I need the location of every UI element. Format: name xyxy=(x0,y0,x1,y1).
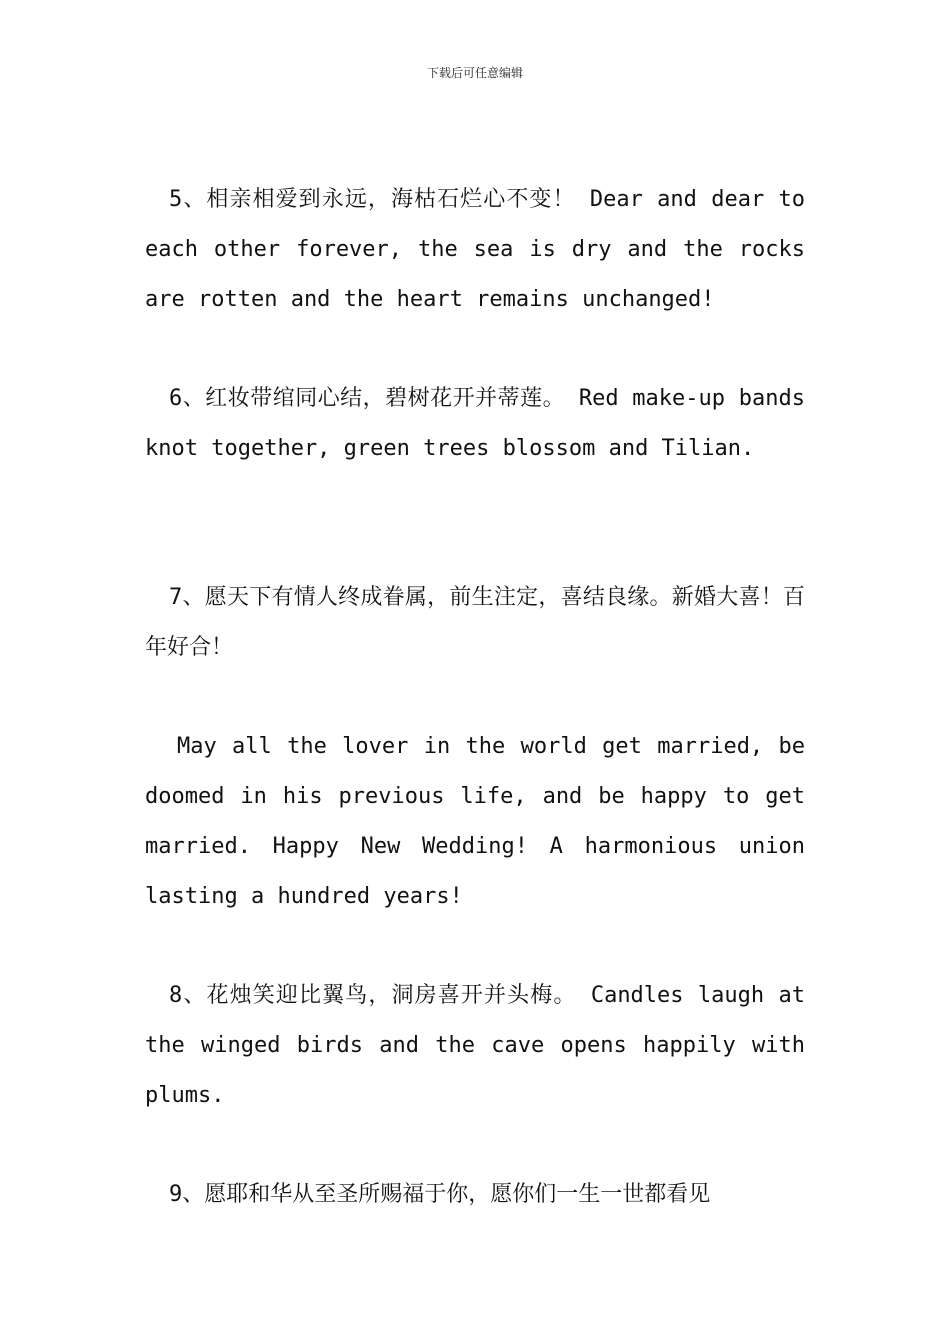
paragraph-9: 9、愿耶和华从至圣所赐福于你，愿你们一生一世都看见 xyxy=(169,1182,711,1207)
page-header: 下载后可任意编辑 xyxy=(426,66,523,80)
paragraph-8: 8、花烛笑迎比翼鸟，洞房喜开并头梅。 Candles laugh at the winged birds and the cave opens happily with plums. xyxy=(145,983,805,1108)
paragraph-5: 5、相亲相爱到永远，海枯石烂心不变！ Dear and dear to each other forever, the sea is dry and the rocks are rotten and the heart remains unchanged! xyxy=(145,187,805,312)
paragraph-7-english: May all the lover in the world get married, be doomed in his previous life, and be happy to get married. Happy New Wedding! A harmonious union lasting a hundred years! xyxy=(145,734,805,909)
paragraph-7: 7、愿天下有情人终成眷属，前生注定，喜结良缘。新婚大喜！百年好合！ xyxy=(145,585,805,660)
paragraph-6: 6、红妆带绾同心结，碧树花开并蒂莲。 Red make-up bands knot together, green trees blossom and Tilian. xyxy=(145,386,805,461)
